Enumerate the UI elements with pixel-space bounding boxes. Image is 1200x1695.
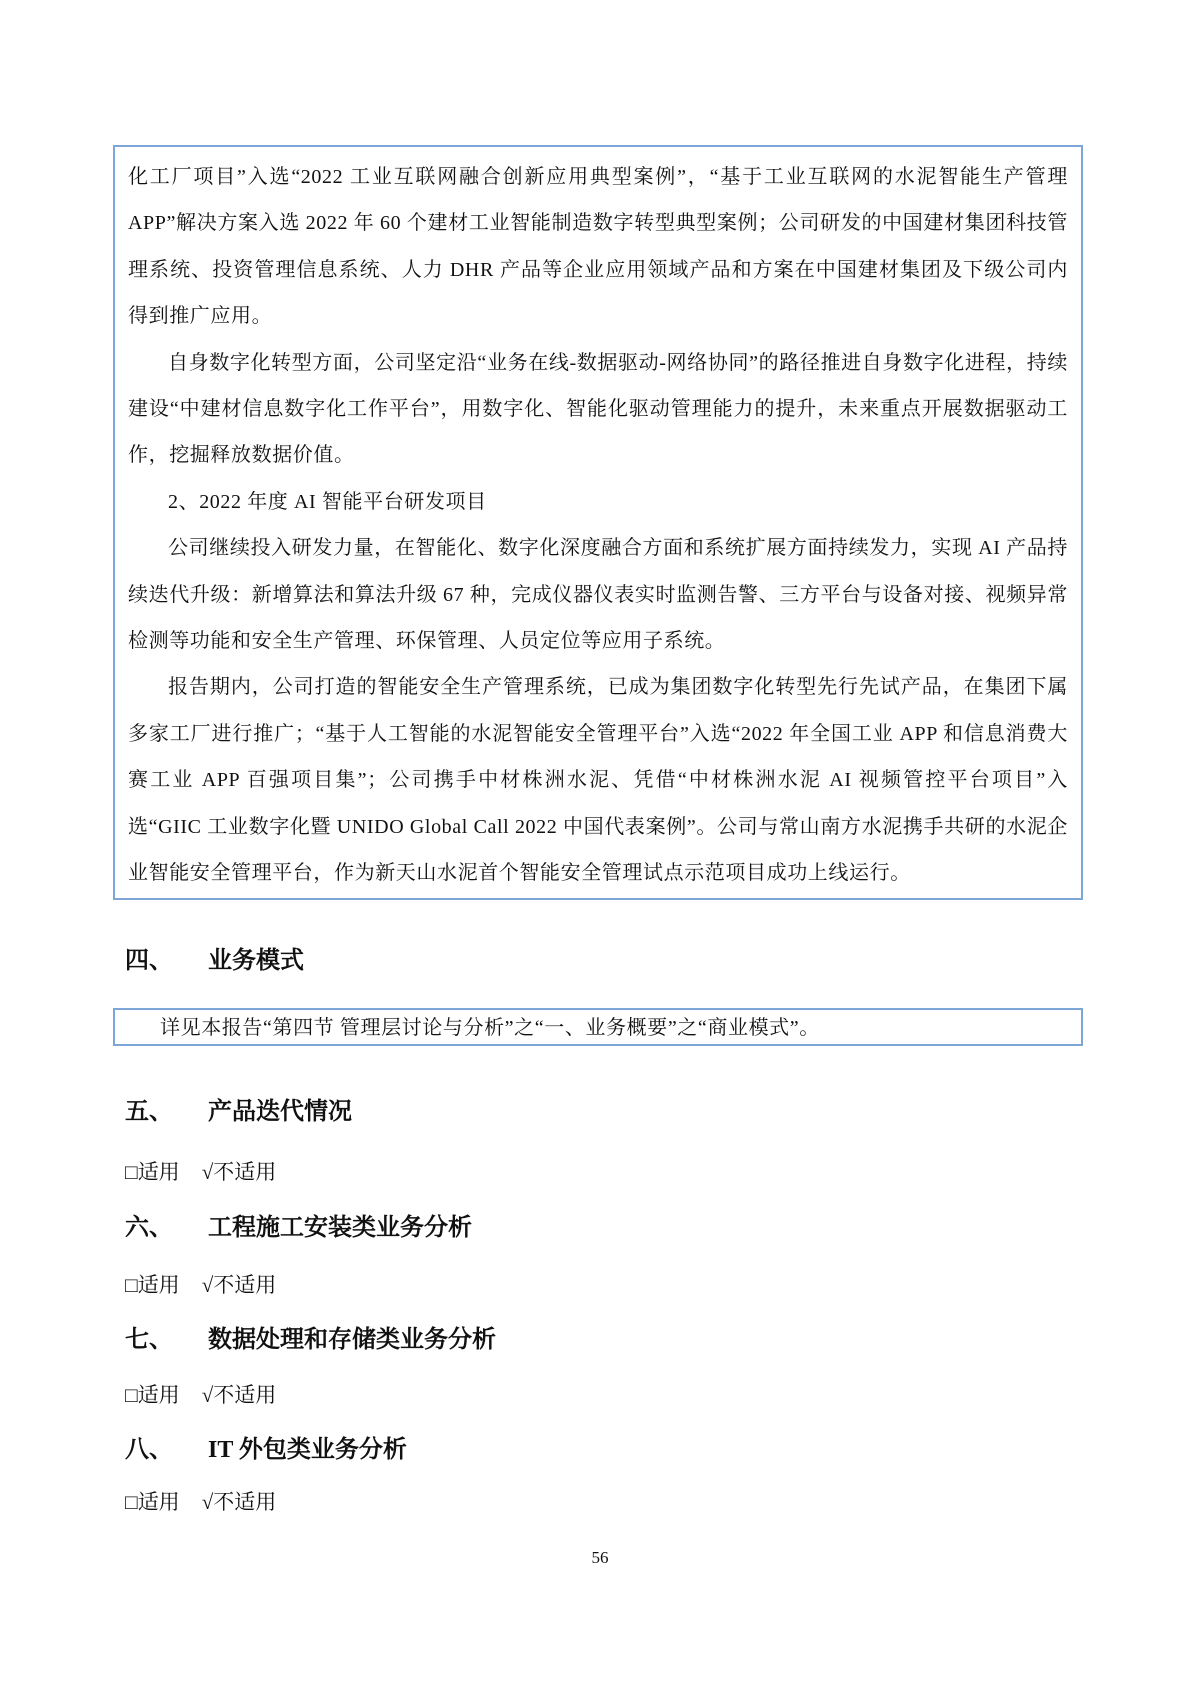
check-icon: √: [201, 1490, 214, 1514]
check-icon: √: [201, 1383, 214, 1407]
not-applicable-label: 不适用: [213, 1383, 277, 1407]
check-icon: √: [201, 1160, 214, 1184]
section-number: 五、: [125, 1099, 173, 1125]
applicability-row-it-outsourcing-business: [125, 1488, 276, 1516]
section-title: 产品迭代情况: [208, 1099, 352, 1125]
not-applicable-label: 不适用: [213, 1490, 277, 1514]
applicability-row-product-iteration: [125, 1158, 276, 1186]
section-number: 七、: [125, 1327, 173, 1353]
check-icon: √: [201, 1273, 214, 1297]
section-title: 业务模式: [208, 948, 304, 974]
section-heading-data-processing-business: [125, 1325, 496, 1355]
paragraph-safety-mgmt-system: 报告期内，公司打造的智能安全生产管理系统，已成为集团数字化转型先行先试产品，在集团下属多家工厂进行推广；“基于人工智能的水泥智能安全管理平台”入选“2022 年全国工业 APP 和信息消费大赛工业 APP 百强项目集”；公司携手中材株洲水泥、凭借“中材株洲水泥 AI 视频管控平台项目”入选“GIIC 工业数字化暨 UNIDO Global Call 2022 中国代表案例”。公司与常山南方水泥携手共研的水泥企业智能安全管理平台，作为新天山水泥首个智能安全管理试点示范项目成功上线运行。: [128, 676, 1068, 885]
section-title: 数据处理和存储类业务分析: [208, 1327, 496, 1353]
paragraph-ai-platform-heading: 2、2022 年度 AI 智能平台研发项目: [168, 490, 487, 513]
checkbox-unchecked-icon: □: [125, 1383, 138, 1407]
section-number: 八、: [125, 1437, 173, 1463]
page-number: 56: [591, 1548, 609, 1567]
business-model-note-box: [113, 1008, 1083, 1046]
section-heading-business-model: [125, 946, 304, 976]
applicable-label: 适用: [137, 1490, 180, 1514]
applicable-label: 适用: [137, 1160, 180, 1184]
checkbox-unchecked-icon: □: [125, 1160, 138, 1184]
section-heading-product-iteration: [125, 1097, 352, 1127]
paragraph-self-digital-transform: 自身数字化转型方面，公司坚定沿“业务在线-数据驱动-网络协同”的路径推进自身数字化进程，持续建设“中建材信息数字化工作平台”，用数字化、智能化驱动管理能力的提升，未来重点开展数据驱动工作，挖掘释放数据价值。: [128, 351, 1068, 467]
section-number: 四、: [125, 948, 173, 974]
checkbox-unchecked-icon: □: [125, 1273, 138, 1297]
section-title: 工程施工安装类业务分析: [208, 1215, 472, 1241]
section-title: IT 外包类业务分析: [208, 1437, 407, 1463]
applicable-label: 适用: [137, 1273, 180, 1297]
rd-projects-text-box: [113, 145, 1083, 900]
applicable-label: 适用: [137, 1383, 180, 1407]
section-heading-construction-business: [125, 1213, 472, 1243]
applicability-row-data-processing-business: [125, 1381, 276, 1409]
applicability-row-construction-business: [125, 1271, 276, 1299]
paragraph-ai-rd-investment: 公司继续投入研发力量，在智能化、数字化深度融合方面和系统扩展方面持续发力，实现 AI 产品持续迭代升级：新增算法和算法升级 67 种，完成仪器仪表实时监测告警、三方平台与设备对接、视频异常检测等功能和安全生产管理、环保管理、人员定位等应用子系统。: [128, 537, 1068, 653]
section-heading-it-outsourcing-business: [125, 1435, 407, 1465]
not-applicable-label: 不适用: [213, 1273, 277, 1297]
not-applicable-label: 不适用: [213, 1160, 277, 1184]
section-number: 六、: [125, 1215, 173, 1241]
business-model-note: 详见本报告“第四节 管理层讨论与分析”之“一、业务概要”之“商业模式”。: [160, 1017, 820, 1039]
paragraph-smart-factory-cases: 化工厂项目”入选“2022 工业互联网融合创新应用典型案例”，“基于工业互联网的水泥智能生产管理APP”解决方案入选 2022 年 60 个建材工业智能制造数字转型典型案例；公司研发的中国建材集团科技管理系统、投资管理信息系统、人力 DHR 产品等企业应用领域产品和方案在中国建材集团及下级公司内得到推广应用。: [128, 166, 1068, 328]
checkbox-unchecked-icon: □: [125, 1490, 138, 1514]
